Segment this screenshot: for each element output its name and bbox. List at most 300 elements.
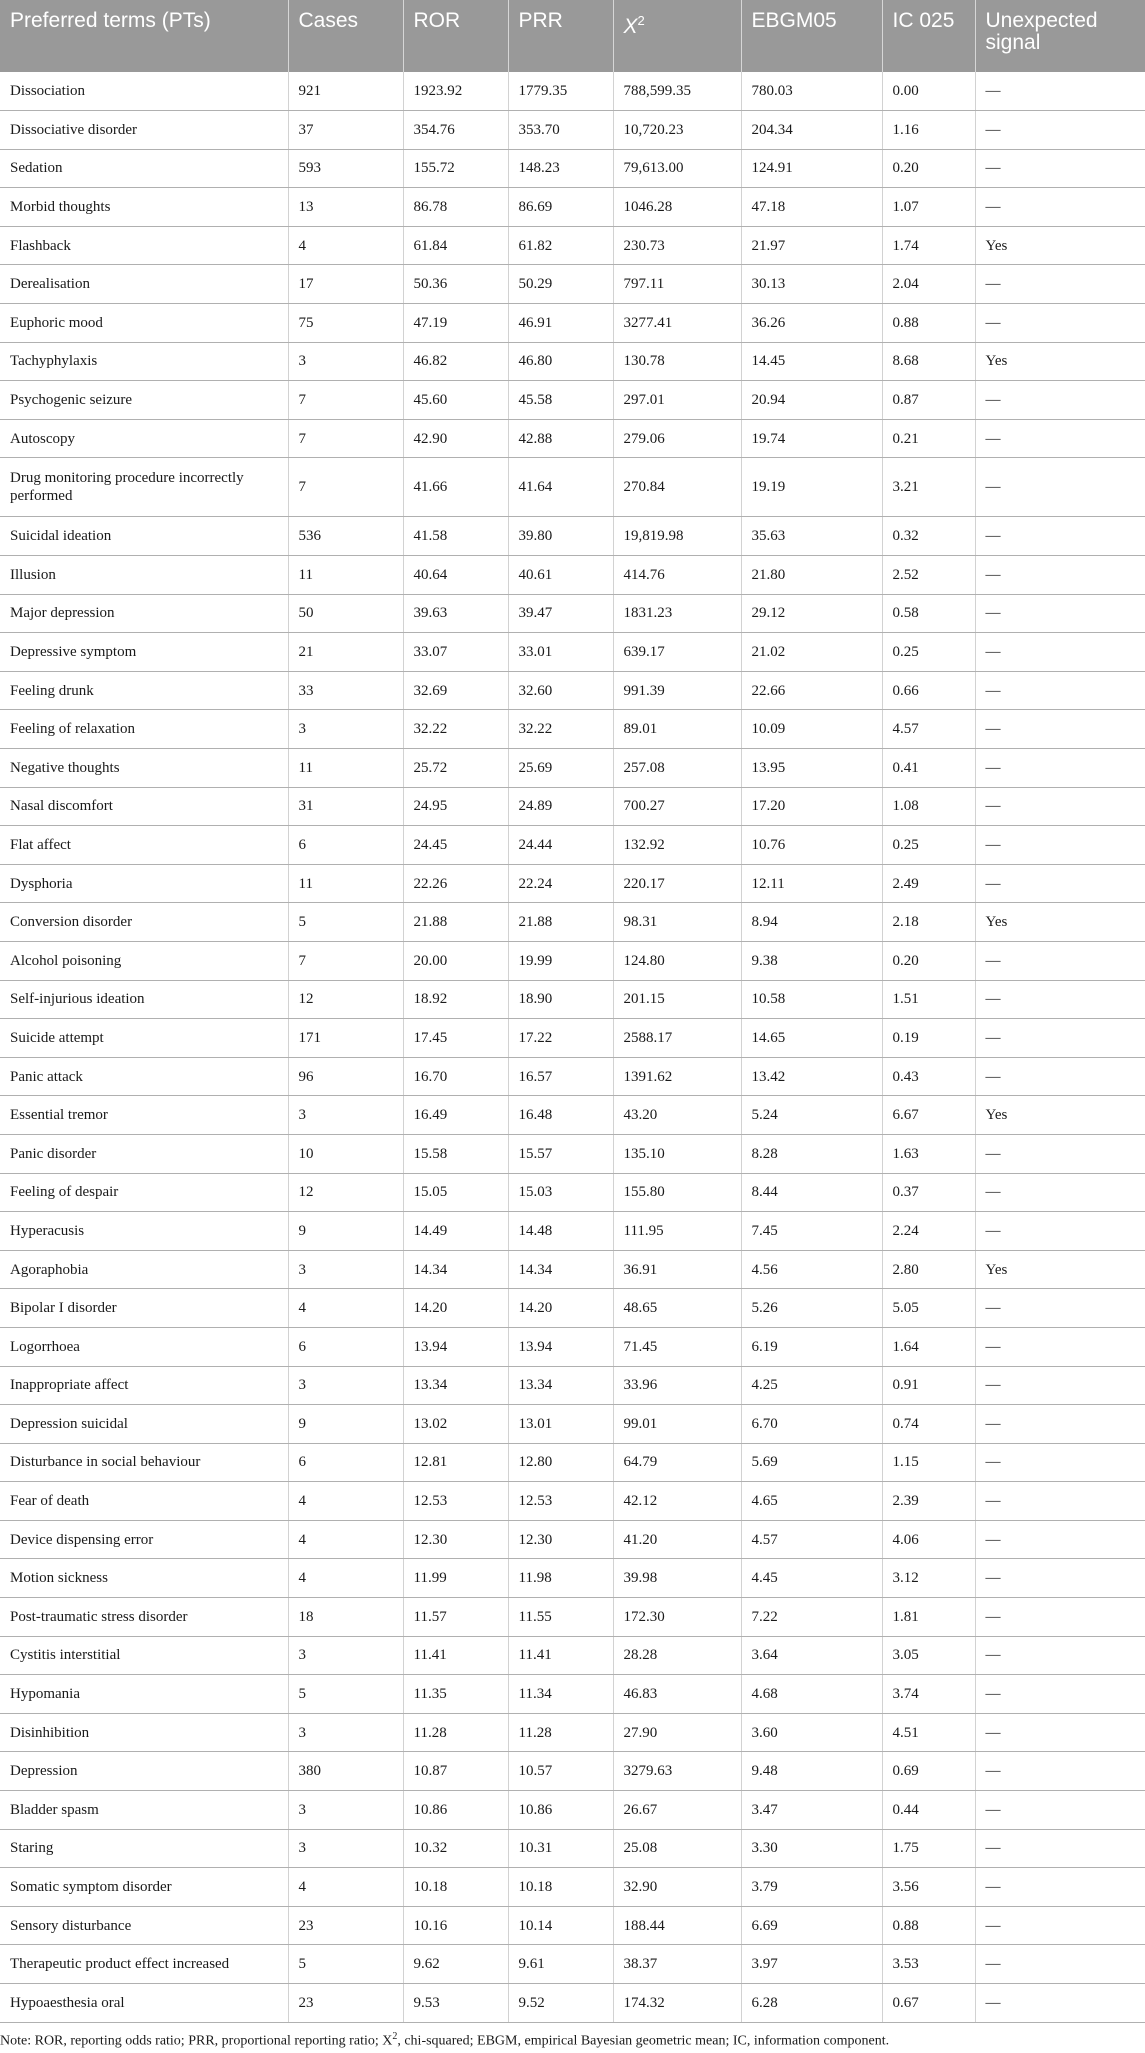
cell-cases: 536 xyxy=(288,517,403,556)
table-row xyxy=(0,111,1145,150)
table-row xyxy=(0,671,1145,710)
cell-ic025: 6.67 xyxy=(882,1096,975,1135)
cell-ebgm05: 6.69 xyxy=(741,1906,882,1945)
cell-ebgm05: 17.20 xyxy=(741,787,882,826)
cell-chi-squared: 270.84 xyxy=(613,458,741,517)
cell-ebgm05: 29.12 xyxy=(741,594,882,633)
cell-cases: 3 xyxy=(288,710,403,749)
cell-preferred-term: Somatic symptom disorder xyxy=(0,1868,288,1907)
header-preferred-terms: Preferred terms (PTs) xyxy=(0,0,288,72)
cell-prr: 10.57 xyxy=(508,1752,613,1791)
cell-ebgm05: 35.63 xyxy=(741,517,882,556)
cell-preferred-term: Autoscopy xyxy=(0,419,288,458)
cell-ror: 10.18 xyxy=(403,1868,508,1907)
header-chi-squared xyxy=(613,0,741,72)
cell-preferred-term: Morbid thoughts xyxy=(0,188,288,227)
cell-unexpected-signal: — xyxy=(975,1598,1145,1637)
table-row xyxy=(0,188,1145,227)
cell-ror: 16.49 xyxy=(403,1096,508,1135)
cell-ic025: 0.19 xyxy=(882,1019,975,1058)
cell-prr: 45.58 xyxy=(508,381,613,420)
cell-ic025: 0.00 xyxy=(882,72,975,111)
cell-cases: 5 xyxy=(288,903,403,942)
cell-preferred-term: Drug monitoring procedure incorrectly performed xyxy=(0,458,288,517)
cell-cases: 3 xyxy=(288,1366,403,1405)
cell-ic025: 0.67 xyxy=(882,1984,975,2023)
table-row xyxy=(0,149,1145,188)
cell-preferred-term: Panic attack xyxy=(0,1057,288,1096)
cell-ebgm05: 21.02 xyxy=(741,633,882,672)
cell-cases: 12 xyxy=(288,1173,403,1212)
cell-cases: 23 xyxy=(288,1984,403,2023)
cell-prr: 15.03 xyxy=(508,1173,613,1212)
cell-ebgm05: 3.79 xyxy=(741,1868,882,1907)
cell-ic025: 3.05 xyxy=(882,1636,975,1675)
cell-ror: 9.62 xyxy=(403,1945,508,1984)
cell-ic025: 0.91 xyxy=(882,1366,975,1405)
cell-chi-squared: 1391.62 xyxy=(613,1057,741,1096)
cell-cases: 171 xyxy=(288,1019,403,1058)
table-row xyxy=(0,1829,1145,1868)
cell-ror: 46.82 xyxy=(403,342,508,381)
cell-ebgm05: 780.03 xyxy=(741,72,882,111)
cell-unexpected-signal: — xyxy=(975,1019,1145,1058)
cell-preferred-term: Hyperacusis xyxy=(0,1212,288,1251)
cell-cases: 21 xyxy=(288,633,403,672)
cell-chi-squared: 788,599.35 xyxy=(613,72,741,111)
table-row xyxy=(0,1289,1145,1328)
cell-prr: 12.30 xyxy=(508,1520,613,1559)
cell-preferred-term: Essential tremor xyxy=(0,1096,288,1135)
table-body xyxy=(0,72,1145,2022)
cell-chi-squared: 64.79 xyxy=(613,1443,741,1482)
cell-ebgm05: 19.74 xyxy=(741,419,882,458)
cell-ror: 21.88 xyxy=(403,903,508,942)
cell-ebgm05: 3.64 xyxy=(741,1636,882,1675)
cell-ror: 40.64 xyxy=(403,556,508,595)
cell-preferred-term: Tachyphylaxis xyxy=(0,342,288,381)
cell-ic025: 0.88 xyxy=(882,1906,975,1945)
cell-unexpected-signal: — xyxy=(975,1173,1145,1212)
cell-chi-squared: 32.90 xyxy=(613,1868,741,1907)
cell-preferred-term: Psychogenic seizure xyxy=(0,381,288,420)
cell-chi-squared: 130.78 xyxy=(613,342,741,381)
cell-ror: 10.86 xyxy=(403,1791,508,1830)
cell-chi-squared: 155.80 xyxy=(613,1173,741,1212)
cell-ic025: 0.44 xyxy=(882,1791,975,1830)
cell-ror: 24.45 xyxy=(403,826,508,865)
cell-chi-squared: 25.08 xyxy=(613,1829,741,1868)
cell-ebgm05: 7.22 xyxy=(741,1598,882,1637)
cell-ebgm05: 4.25 xyxy=(741,1366,882,1405)
cell-preferred-term: Negative thoughts xyxy=(0,749,288,788)
table-row xyxy=(0,980,1145,1019)
cell-unexpected-signal: — xyxy=(975,1520,1145,1559)
cell-ebgm05: 6.19 xyxy=(741,1327,882,1366)
cell-prr: 10.86 xyxy=(508,1791,613,1830)
cell-preferred-term: Logorrhoea xyxy=(0,1327,288,1366)
cell-cases: 37 xyxy=(288,111,403,150)
cell-ic025: 0.20 xyxy=(882,941,975,980)
cell-unexpected-signal: Yes xyxy=(975,1096,1145,1135)
note-text-start: Note: ROR, reporting odds ratio; PRR, proportional reporting ratio; X xyxy=(0,2033,393,2049)
cell-ebgm05: 8.94 xyxy=(741,903,882,942)
cell-cases: 50 xyxy=(288,594,403,633)
cell-prr: 33.01 xyxy=(508,633,613,672)
cell-unexpected-signal: — xyxy=(975,381,1145,420)
cell-prr: 17.22 xyxy=(508,1019,613,1058)
cell-prr: 10.14 xyxy=(508,1906,613,1945)
cell-preferred-term: Inappropriate affect xyxy=(0,1366,288,1405)
table-row xyxy=(0,1134,1145,1173)
cell-ebgm05: 3.60 xyxy=(741,1713,882,1752)
cell-chi-squared: 172.30 xyxy=(613,1598,741,1637)
cell-chi-squared: 132.92 xyxy=(613,826,741,865)
cell-ror: 18.92 xyxy=(403,980,508,1019)
cell-ror: 16.70 xyxy=(403,1057,508,1096)
cell-prr: 50.29 xyxy=(508,265,613,304)
cell-ebgm05: 14.45 xyxy=(741,342,882,381)
cell-prr: 61.82 xyxy=(508,226,613,265)
cell-preferred-term: Staring xyxy=(0,1829,288,1868)
cell-chi-squared: 1046.28 xyxy=(613,188,741,227)
cell-ebgm05: 13.42 xyxy=(741,1057,882,1096)
cell-prr: 46.80 xyxy=(508,342,613,381)
cell-cases: 11 xyxy=(288,749,403,788)
cell-unexpected-signal: — xyxy=(975,864,1145,903)
cell-ic025: 2.24 xyxy=(882,1212,975,1251)
cell-unexpected-signal: — xyxy=(975,594,1145,633)
cell-cases: 6 xyxy=(288,826,403,865)
table-row xyxy=(0,1713,1145,1752)
cell-ic025: 1.81 xyxy=(882,1598,975,1637)
cell-ebgm05: 4.56 xyxy=(741,1250,882,1289)
cell-ror: 41.58 xyxy=(403,517,508,556)
cell-cases: 6 xyxy=(288,1443,403,1482)
cell-ic025: 8.68 xyxy=(882,342,975,381)
cell-ic025: 0.21 xyxy=(882,419,975,458)
cell-chi-squared: 46.83 xyxy=(613,1675,741,1714)
cell-prr: 10.31 xyxy=(508,1829,613,1868)
cell-chi-squared: 700.27 xyxy=(613,787,741,826)
cell-ebgm05: 8.28 xyxy=(741,1134,882,1173)
cell-ic025: 5.05 xyxy=(882,1289,975,1328)
cell-preferred-term: Hypoaesthesia oral xyxy=(0,1984,288,2023)
cell-ic025: 3.12 xyxy=(882,1559,975,1598)
cell-prr: 11.98 xyxy=(508,1559,613,1598)
cell-ror: 12.81 xyxy=(403,1443,508,1482)
cell-unexpected-signal: Yes xyxy=(975,903,1145,942)
cell-ror: 9.53 xyxy=(403,1984,508,2023)
cell-ebgm05: 21.80 xyxy=(741,556,882,595)
cell-ebgm05: 12.11 xyxy=(741,864,882,903)
cell-prr: 40.61 xyxy=(508,556,613,595)
table-row xyxy=(0,1366,1145,1405)
cell-ebgm05: 13.95 xyxy=(741,749,882,788)
cell-ror: 11.99 xyxy=(403,1559,508,1598)
header-row xyxy=(0,0,1145,72)
cell-prr: 32.22 xyxy=(508,710,613,749)
cell-cases: 380 xyxy=(288,1752,403,1791)
header-cases: Cases xyxy=(288,0,403,72)
table-row xyxy=(0,1868,1145,1907)
cell-cases: 3 xyxy=(288,1636,403,1675)
cell-ror: 1923.92 xyxy=(403,72,508,111)
cell-unexpected-signal: Yes xyxy=(975,1250,1145,1289)
table-row xyxy=(0,458,1145,517)
cell-ic025: 1.51 xyxy=(882,980,975,1019)
cell-chi-squared: 2588.17 xyxy=(613,1019,741,1058)
cell-unexpected-signal: — xyxy=(975,1327,1145,1366)
note-text-end: , chi-squared; EBGM, empirical Bayesian geometric mean; IC, information component. xyxy=(397,2033,890,2049)
cell-preferred-term: Major depression xyxy=(0,594,288,633)
cell-cases: 9 xyxy=(288,1405,403,1444)
cell-cases: 11 xyxy=(288,864,403,903)
cell-ror: 22.26 xyxy=(403,864,508,903)
cell-cases: 12 xyxy=(288,980,403,1019)
cell-unexpected-signal: — xyxy=(975,1675,1145,1714)
header-unexpected-signal: Unexpected signal xyxy=(975,0,1145,72)
cell-preferred-term: Depression xyxy=(0,1752,288,1791)
cell-cases: 23 xyxy=(288,1906,403,1945)
cell-preferred-term: Panic disorder xyxy=(0,1134,288,1173)
table-row xyxy=(0,941,1145,980)
cell-ror: 45.60 xyxy=(403,381,508,420)
cell-ic025: 1.07 xyxy=(882,188,975,227)
cell-preferred-term: Therapeutic product effect increased xyxy=(0,1945,288,1984)
cell-ebgm05: 10.76 xyxy=(741,826,882,865)
cell-unexpected-signal: — xyxy=(975,980,1145,1019)
cell-ic025: 0.43 xyxy=(882,1057,975,1096)
cell-chi-squared: 79,613.00 xyxy=(613,149,741,188)
cell-unexpected-signal: — xyxy=(975,1212,1145,1251)
cell-preferred-term: Feeling of relaxation xyxy=(0,710,288,749)
cell-ic025: 0.66 xyxy=(882,671,975,710)
cell-cases: 4 xyxy=(288,226,403,265)
cell-cases: 3 xyxy=(288,1096,403,1135)
table-row xyxy=(0,1791,1145,1830)
cell-ic025: 0.58 xyxy=(882,594,975,633)
cell-cases: 7 xyxy=(288,419,403,458)
cell-cases: 5 xyxy=(288,1675,403,1714)
cell-cases: 3 xyxy=(288,1713,403,1752)
cell-ic025: 0.87 xyxy=(882,381,975,420)
cell-cases: 13 xyxy=(288,188,403,227)
cell-ic025: 2.49 xyxy=(882,864,975,903)
cell-cases: 18 xyxy=(288,1598,403,1637)
cell-ic025: 0.74 xyxy=(882,1405,975,1444)
cell-preferred-term: Agoraphobia xyxy=(0,1250,288,1289)
cell-preferred-term: Sedation xyxy=(0,149,288,188)
cell-ebgm05: 20.94 xyxy=(741,381,882,420)
header-prr: PRR xyxy=(508,0,613,72)
cell-preferred-term: Depression suicidal xyxy=(0,1405,288,1444)
cell-ebgm05: 3.30 xyxy=(741,1829,882,1868)
cell-prr: 11.55 xyxy=(508,1598,613,1637)
cell-preferred-term: Dissociation xyxy=(0,72,288,111)
cell-ic025: 3.53 xyxy=(882,1945,975,1984)
cell-prr: 21.88 xyxy=(508,903,613,942)
cell-unexpected-signal: — xyxy=(975,1636,1145,1675)
cell-prr: 14.34 xyxy=(508,1250,613,1289)
cell-ror: 61.84 xyxy=(403,226,508,265)
header-ror: ROR xyxy=(403,0,508,72)
cell-cases: 921 xyxy=(288,72,403,111)
cell-chi-squared: 3279.63 xyxy=(613,1752,741,1791)
cell-preferred-term: Hypomania xyxy=(0,1675,288,1714)
cell-ic025: 1.16 xyxy=(882,111,975,150)
cell-unexpected-signal: — xyxy=(975,419,1145,458)
cell-ror: 20.00 xyxy=(403,941,508,980)
cell-unexpected-signal: — xyxy=(975,1791,1145,1830)
cell-chi-squared: 124.80 xyxy=(613,941,741,980)
table-row xyxy=(0,1984,1145,2023)
cell-cases: 75 xyxy=(288,304,403,343)
cell-chi-squared: 99.01 xyxy=(613,1405,741,1444)
cell-prr: 15.57 xyxy=(508,1134,613,1173)
cell-ror: 11.41 xyxy=(403,1636,508,1675)
cell-unexpected-signal: — xyxy=(975,556,1145,595)
cell-ic025: 0.25 xyxy=(882,633,975,672)
cell-preferred-term: Flat affect xyxy=(0,826,288,865)
cell-unexpected-signal: — xyxy=(975,188,1145,227)
cell-prr: 9.61 xyxy=(508,1945,613,1984)
cell-preferred-term: Dysphoria xyxy=(0,864,288,903)
cell-ebgm05: 21.97 xyxy=(741,226,882,265)
cell-ebgm05: 6.70 xyxy=(741,1405,882,1444)
cell-ebgm05: 5.24 xyxy=(741,1096,882,1135)
cell-chi-squared: 201.15 xyxy=(613,980,741,1019)
cell-ror: 14.49 xyxy=(403,1212,508,1251)
cell-unexpected-signal: — xyxy=(975,1752,1145,1791)
cell-cases: 33 xyxy=(288,671,403,710)
cell-unexpected-signal: — xyxy=(975,458,1145,517)
cell-prr: 19.99 xyxy=(508,941,613,980)
header-ic025: IC 025 xyxy=(882,0,975,72)
cell-chi-squared: 639.17 xyxy=(613,633,741,672)
cell-chi-squared: 43.20 xyxy=(613,1096,741,1135)
cell-ebgm05: 6.28 xyxy=(741,1984,882,2023)
cell-ror: 10.87 xyxy=(403,1752,508,1791)
cell-cases: 3 xyxy=(288,1250,403,1289)
cell-ror: 39.63 xyxy=(403,594,508,633)
cell-ebgm05: 30.13 xyxy=(741,265,882,304)
cell-ic025: 2.80 xyxy=(882,1250,975,1289)
cell-preferred-term: Conversion disorder xyxy=(0,903,288,942)
cell-prr: 13.34 xyxy=(508,1366,613,1405)
cell-chi-squared: 297.01 xyxy=(613,381,741,420)
header-chi-squared-symbol: X xyxy=(623,15,638,38)
table-header xyxy=(0,0,1145,72)
cell-preferred-term: Depressive symptom xyxy=(0,633,288,672)
cell-prr: 39.80 xyxy=(508,517,613,556)
cell-chi-squared: 19,819.98 xyxy=(613,517,741,556)
table-row xyxy=(0,1636,1145,1675)
cell-chi-squared: 27.90 xyxy=(613,1713,741,1752)
cell-ebgm05: 4.45 xyxy=(741,1559,882,1598)
cell-preferred-term: Feeling drunk xyxy=(0,671,288,710)
table-note xyxy=(0,2031,1145,2050)
cell-ror: 33.07 xyxy=(403,633,508,672)
cell-ic025: 4.57 xyxy=(882,710,975,749)
cell-ebgm05: 4.65 xyxy=(741,1482,882,1521)
cell-unexpected-signal: — xyxy=(975,1482,1145,1521)
cell-prr: 22.24 xyxy=(508,864,613,903)
cell-unexpected-signal: — xyxy=(975,1906,1145,1945)
cell-ror: 10.16 xyxy=(403,1906,508,1945)
cell-cases: 3 xyxy=(288,1791,403,1830)
cell-unexpected-signal: — xyxy=(975,72,1145,111)
cell-chi-squared: 33.96 xyxy=(613,1366,741,1405)
table-row xyxy=(0,1945,1145,1984)
cell-prr: 16.48 xyxy=(508,1096,613,1135)
cell-ror: 11.28 xyxy=(403,1713,508,1752)
cell-ic025: 0.20 xyxy=(882,149,975,188)
cell-cases: 7 xyxy=(288,941,403,980)
cell-preferred-term: Sensory disturbance xyxy=(0,1906,288,1945)
table-row xyxy=(0,419,1145,458)
cell-ebgm05: 19.19 xyxy=(741,458,882,517)
cell-unexpected-signal: — xyxy=(975,1984,1145,2023)
table-row xyxy=(0,1675,1145,1714)
table-row xyxy=(0,72,1145,111)
cell-prr: 86.69 xyxy=(508,188,613,227)
cell-prr: 24.89 xyxy=(508,787,613,826)
cell-cases: 6 xyxy=(288,1327,403,1366)
cell-chi-squared: 220.17 xyxy=(613,864,741,903)
cell-unexpected-signal: Yes xyxy=(975,342,1145,381)
cell-prr: 12.53 xyxy=(508,1482,613,1521)
cell-ic025: 1.64 xyxy=(882,1327,975,1366)
cell-preferred-term: Post-traumatic stress disorder xyxy=(0,1598,288,1637)
cell-ebgm05: 204.34 xyxy=(741,111,882,150)
cell-prr: 41.64 xyxy=(508,458,613,517)
cell-ebgm05: 3.47 xyxy=(741,1791,882,1830)
cell-chi-squared: 174.32 xyxy=(613,1984,741,2023)
cell-cases: 4 xyxy=(288,1868,403,1907)
cell-prr: 11.41 xyxy=(508,1636,613,1675)
cell-ebgm05: 7.45 xyxy=(741,1212,882,1251)
cell-ebgm05: 10.58 xyxy=(741,980,882,1019)
header-ebgm05: EBGM05 xyxy=(741,0,882,72)
table-row xyxy=(0,342,1145,381)
table-row xyxy=(0,749,1145,788)
cell-ror: 17.45 xyxy=(403,1019,508,1058)
cell-prr: 353.70 xyxy=(508,111,613,150)
cell-prr: 9.52 xyxy=(508,1984,613,2023)
cell-unexpected-signal: — xyxy=(975,787,1145,826)
cell-ic025: 1.75 xyxy=(882,1829,975,1868)
cell-chi-squared: 3277.41 xyxy=(613,304,741,343)
cell-ebgm05: 9.48 xyxy=(741,1752,882,1791)
cell-chi-squared: 71.45 xyxy=(613,1327,741,1366)
cell-cases: 4 xyxy=(288,1559,403,1598)
cell-ic025: 4.51 xyxy=(882,1713,975,1752)
table-row xyxy=(0,1559,1145,1598)
cell-ror: 13.94 xyxy=(403,1327,508,1366)
cell-unexpected-signal: — xyxy=(975,1289,1145,1328)
cell-unexpected-signal: — xyxy=(975,517,1145,556)
cell-ror: 86.78 xyxy=(403,188,508,227)
cell-unexpected-signal: — xyxy=(975,1829,1145,1868)
cell-preferred-term: Nasal discomfort xyxy=(0,787,288,826)
cell-ic025: 3.56 xyxy=(882,1868,975,1907)
table-row xyxy=(0,1482,1145,1521)
cell-prr: 148.23 xyxy=(508,149,613,188)
cell-ror: 41.66 xyxy=(403,458,508,517)
cell-cases: 11 xyxy=(288,556,403,595)
cell-ror: 42.90 xyxy=(403,419,508,458)
